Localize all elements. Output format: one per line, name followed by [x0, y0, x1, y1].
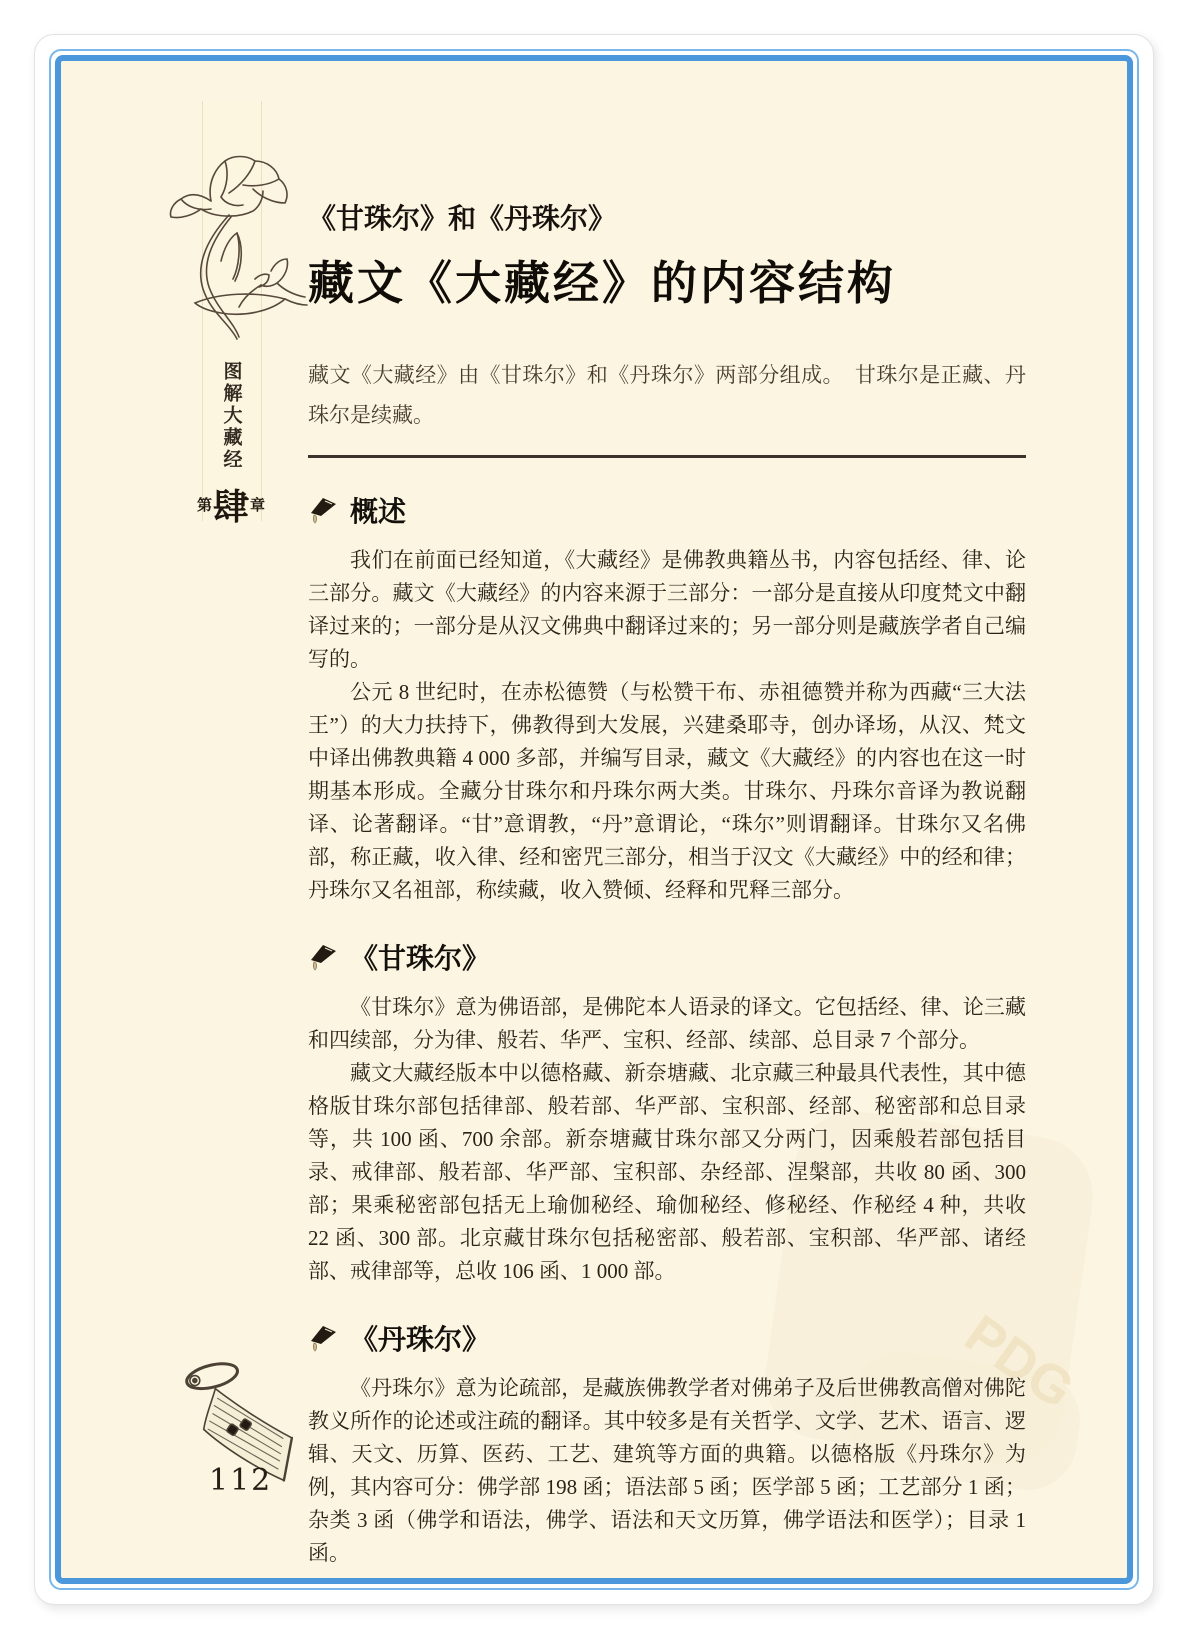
section-heading [308, 490, 1026, 530]
section-heading-label: 《丹珠尔》 [350, 1324, 491, 1355]
section-overview [308, 490, 1026, 907]
page-card [34, 34, 1154, 1605]
body-paragraph: 藏文大藏经版本中以德格藏、新奈塘藏、北京藏三种最具代表性，其中德格版甘珠尔部包括律部、般若部、华严部、宝积部、经部、秘密部和总目录等，共 100 函、700 余部。新奈塘藏甘珠尔部又分两门，因乘般若部包括目录、戒律部、般若部、华严部、宝积部、杂经部、涅槃部，共收 80 函、300 部；果乘秘密部包括无上瑜伽秘经、瑜伽秘经、修秘经、作秘经 4 种，共收 22 函、300 部。北京藏甘珠尔包括秘密部、般若部、宝积部、华严部、诸经部、戒律部等，总收 106 函、1 000 部。 [308, 1061, 1026, 1283]
page-subtitle: 《甘珠尔》和《丹珠尔》 [308, 203, 617, 234]
page-number: 112 [209, 1463, 273, 1498]
page-title: 藏文《大藏经》的内容结构 [308, 257, 896, 309]
chapter-suffix: 章 [250, 498, 266, 514]
sections [308, 490, 1026, 1570]
section-kangyur [308, 937, 1026, 1288]
brush-icon [308, 495, 338, 525]
section-heading-label: 概述 [350, 496, 407, 527]
frame-outline-thick [55, 55, 1133, 1584]
series-title: 图解大藏经 [220, 361, 242, 471]
brush-icon [308, 942, 338, 972]
section-heading-label: 《甘珠尔》 [350, 943, 491, 974]
section-tengyur [308, 1318, 1026, 1570]
section-heading [308, 1318, 1026, 1358]
brush-icon [308, 1323, 338, 1353]
body-paragraph: 《丹珠尔》意为论疏部，是藏族佛教学者对佛弟子及后世佛教高僧对佛陀教义所作的论述或注疏的翻译。其中较多是有关哲学、文学、艺术、语言、逻辑、天文、历算、医药、工艺、建筑等方面的典籍。以德格版《丹珠尔》为例，其内容可分：佛学部 198 函；语法部 5 函；医学部 5 函；工艺部分 1 函；杂类 3 函（佛学和语法，佛学、语法和天文历算，佛学语法和医学）；目录 1 函。 [308, 1376, 1026, 1565]
content-column [308, 197, 1026, 1570]
chapter-numeral: 肆 [212, 487, 250, 527]
scan-watermark-text: PDG [954, 1303, 1085, 1421]
lotus-illustration [159, 153, 309, 368]
section-divider [308, 455, 1026, 458]
body-paragraph: 我们在前面已经知道，《大藏经》是佛教典籍丛书，内容包括经、律、论三部分。藏文《大藏经》的内容来源于三部分：一部分是直接从印度梵文中翻译过来的；一部分是从汉文佛典中翻译过来的；另一部分则是藏族学者自己编写的。 [308, 548, 1026, 671]
body-paragraph: 《甘珠尔》意为佛语部，是佛陀本人语录的译文。它包括经、律、论三藏和四续部，分为律、般若、华严、宝积、经部、续部、总目录 7 个部分。 [308, 995, 1026, 1052]
scroll-illustration [173, 1353, 373, 1493]
chapter-label [197, 479, 265, 530]
section-heading [308, 937, 1026, 977]
intro-paragraph: 藏文《大藏经》由《甘珠尔》和《丹珠尔》两部分组成。 甘珠尔是正藏、丹珠尔是续藏。 [308, 363, 1026, 427]
body-paragraph: 公元 8 世纪时，在赤松德赞（与松赞干布、赤祖德赞并称为西藏“三大法王”）的大力扶持下，佛教得到大发展，兴建桑耶寺，创办译场，从汉、梵文中译出佛教典籍 4 000 多部，并编写目录，藏文《大藏经》的内容也在这一时期基本形成。全藏分甘珠尔和丹珠尔两大类。甘珠尔、丹珠尔音译为教说翻译、论著翻译。“甘”意谓教，“丹”意谓论，“珠尔”则谓翻译。甘珠尔又名佛部，称正藏，收入律、经和密咒三部分，相当于汉文《大藏经》中的经和律；丹珠尔又名祖部，称续藏，收入赞倾、经释和咒释三部分。 [308, 680, 1026, 902]
chapter-prefix: 第 [196, 498, 212, 514]
